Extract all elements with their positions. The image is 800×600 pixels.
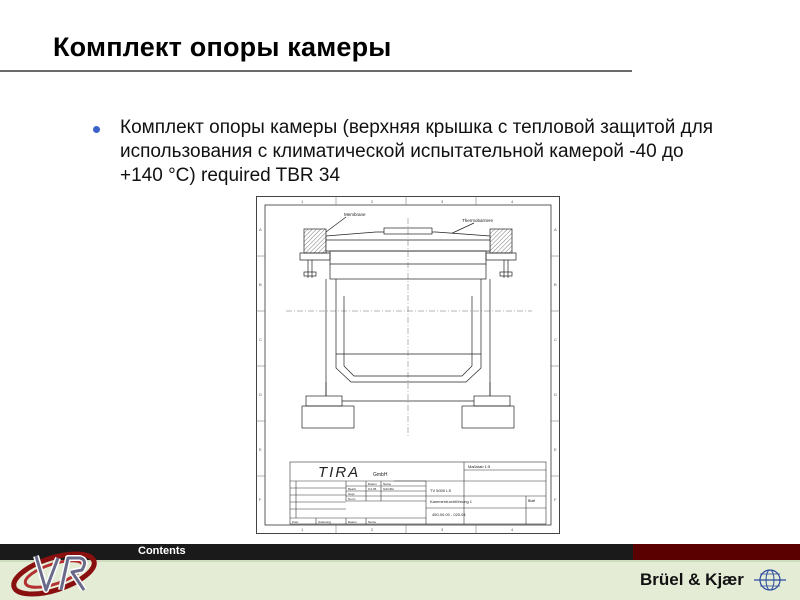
contents-link[interactable]: Contents: [138, 545, 186, 557]
brand-name: Brüel & Kjær: [640, 570, 744, 589]
border-letter-a: A: [259, 227, 262, 232]
border-letter-d-r: D: [554, 392, 557, 397]
titleblock-datum: Datum: [368, 482, 377, 486]
border-letter-c-r: C: [554, 337, 557, 342]
border-num-1b: 1: [301, 527, 304, 532]
titleblock-name2: Name: [368, 520, 377, 524]
border-num-3: 3: [441, 199, 444, 204]
border-letter-c: C: [259, 337, 262, 342]
titleblock-gmbh: GmbH: [373, 472, 388, 478]
border-letter-b: B: [259, 282, 262, 287]
border-num-2b: 2: [371, 527, 374, 532]
border-num-4: 4: [511, 199, 514, 204]
border-letter-e-r: E: [554, 447, 557, 452]
technical-drawing: [256, 196, 560, 534]
titleblock-massstab: Maßstab 1:5: [468, 464, 491, 469]
footer-line: [0, 560, 800, 562]
title-rule: [0, 70, 632, 72]
label-membrane: Membrane: [344, 212, 366, 217]
titleblock-date-val: 9.2.05: [368, 487, 377, 491]
titleblock-norm: Norm: [348, 497, 356, 501]
border-letter-e: E: [259, 447, 262, 452]
bullet-text: Комплект опоры камеры (верхняя крышка с тепловой защитой для использования с климатической испытательной камерой -40 до +140 °С) required TBR 34: [120, 117, 714, 186]
border-letter-f-r: F: [554, 497, 557, 502]
bottom-accent: [633, 544, 800, 560]
label-thermobarriere: Thermobarriere: [462, 218, 494, 223]
titleblock-blatt: Blatt: [528, 499, 536, 503]
border-letter-d: D: [259, 392, 262, 397]
border-letter-f: F: [259, 497, 262, 502]
titleblock-name-val: Schöffel: [383, 487, 394, 491]
titleblock-company: TIRA: [318, 464, 361, 481]
titleblock-aenderung: Änderung: [318, 520, 332, 524]
titleblock-gepr: Gepr.: [348, 492, 356, 496]
titleblock-zust: Zust.: [292, 520, 299, 524]
border-letter-a-r: A: [554, 227, 557, 232]
slide-title: Комплект опоры камеры: [53, 32, 392, 62]
bullet-dot: [93, 126, 100, 133]
titleblock-bearb: Bearb.: [348, 487, 357, 491]
vr-logo-icon: [6, 548, 106, 600]
border-num-4b: 4: [511, 527, 514, 532]
border-num-3b: 3: [441, 527, 444, 532]
border-num-1: 1: [301, 199, 304, 204]
globe-logo-icon: [752, 568, 788, 592]
titleblock-number: 450.00.00 - 020.04: [432, 512, 466, 517]
titleblock-model: TV 5000 LS: [430, 488, 452, 493]
titleblock-datum2: Datum: [348, 520, 357, 524]
border-letter-b-r: B: [554, 282, 557, 287]
border-num-2: 2: [371, 199, 374, 204]
titleblock-part: Kammerdurchführung 1: [430, 499, 473, 504]
titleblock-name: Name: [383, 482, 392, 486]
